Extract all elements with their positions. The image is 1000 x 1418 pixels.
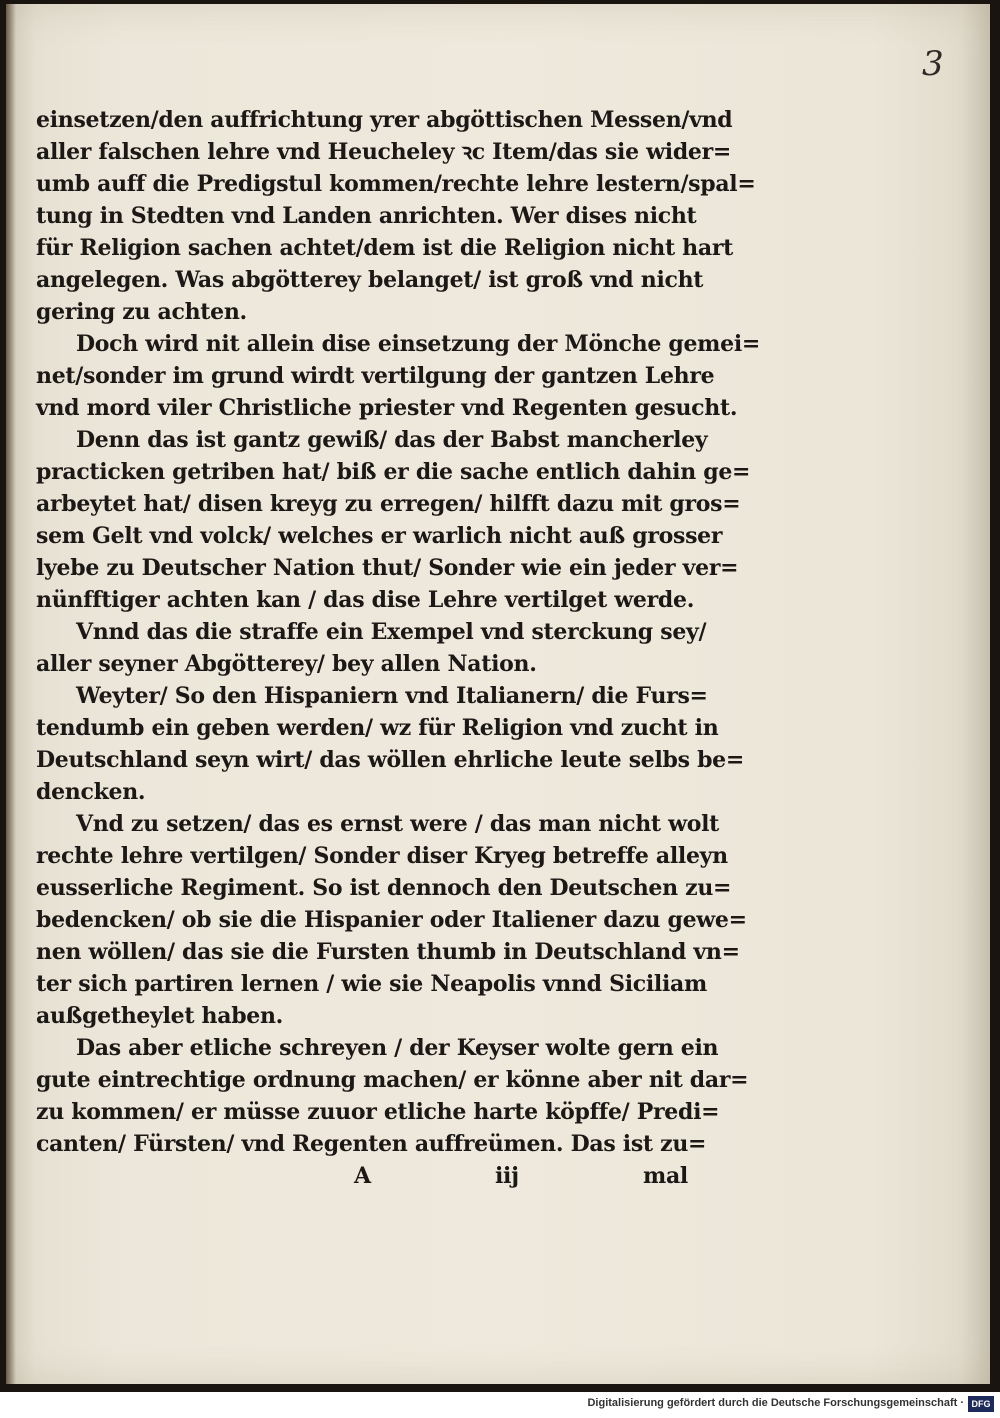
text-line: außgetheylet haben. — [36, 1003, 284, 1029]
text-line: Vnd zu setzen/ das es ernst were / das man nicht wolt — [76, 811, 720, 837]
text-line: angelegen. Was abgötterey belanget/ ist groß vnd nicht — [36, 267, 704, 293]
signature-line — [36, 1160, 748, 1192]
text-line: canten/ Fürsten/ vnd Regenten auffreümen. Das ist zu= — [36, 1131, 707, 1157]
text-line: practicken getriben hat/ biß er die sache entlich dahin ge= — [36, 459, 751, 485]
text-line: vnd mord viler Christliche priester vnd Regenten gesucht. — [36, 395, 738, 421]
text-line: gering zu achten. — [36, 299, 247, 325]
text-line: rechte lehre vertilgen/ Sonder diser Kryeg betreffe alleyn — [36, 843, 728, 869]
page-number: 3 — [922, 44, 944, 84]
text-line: net/sonder im grund wirdt vertilgung der gantzen Lehre — [36, 363, 715, 389]
text-line: tung in Stedten vnd Landen anrichten. Wer dises nicht — [36, 203, 697, 229]
text-line: für Religion sachen achtet/dem ist die Religion nicht hart — [36, 235, 733, 261]
text-line: bedencken/ ob sie die Hispanier oder Italiener dazu gewe= — [36, 907, 747, 933]
book-page — [6, 4, 990, 1384]
text-line: nen wöllen/ das sie die Fursten thumb in Deutschland vn= — [36, 939, 740, 965]
text-line: nünfftiger achten kan / das dise Lehre vertilget werde. — [36, 587, 695, 613]
text-line: umb auff die Predigstul kommen/rechte lehre lestern/spal= — [36, 171, 756, 197]
signature-catchword: mal — [643, 1163, 688, 1189]
text-line: Vnnd das die straffe ein Exempel vnd sterckung sey/ — [76, 619, 707, 645]
text-line: Das aber etliche schreyen / der Keyser wolte gern ein — [76, 1035, 719, 1061]
signature-number: iij — [495, 1163, 519, 1189]
text-line: eusserliche Regiment. So ist dennoch den Deutschen zu= — [36, 875, 732, 901]
signature-mark: A — [354, 1163, 371, 1189]
footer-credit: Digitalisierung gefördert durch die Deutsche Forschungsgemeinschaft · — [587, 1397, 964, 1409]
text-line: Doch wird nit allein dise einsetzung der Mönche gemei= — [76, 331, 761, 357]
text-line: Weyter/ So den Hispaniern vnd Italianern/ die Furs= — [76, 683, 708, 709]
text-line: Denn das ist gantz gewiß/ das der Babst mancherley — [76, 427, 708, 453]
text-line: aller seyner Abgötterey/ bey allen Nation. — [36, 651, 537, 677]
text-line: einsetzen/den auffrichtung yrer abgöttischen Messen/vnd — [36, 107, 733, 133]
footer-bar — [0, 1392, 1000, 1418]
text-line: Deutschland seyn wirt/ das wöllen ehrliche leute selbs be= — [36, 747, 744, 773]
body-text — [36, 104, 761, 1192]
text-line: lyebe zu Deutscher Nation thut/ Sonder wie ein jeder ver= — [36, 555, 739, 581]
text-line: tendumb ein geben werden/ wz für Religion vnd zucht in — [36, 715, 719, 741]
text-line: arbeytet hat/ disen kreyg zu erregen/ hilfft dazu mit gros= — [36, 491, 741, 517]
text-line: aller falschen lehre vnd Heucheley ꝛc Item/das sie wider= — [36, 139, 732, 165]
text-line: sem Gelt vnd volck/ welches er warlich nicht auß grosser — [36, 523, 723, 549]
text-line: zu kommen/ er müsse zuuor etliche harte köpffe/ Predi= — [36, 1099, 720, 1125]
text-line: dencken. — [36, 779, 146, 805]
dfg-logo-icon: DFG — [968, 1396, 994, 1412]
text-line: gute eintrechtige ordnung machen/ er könne aber nit dar= — [36, 1067, 749, 1093]
text-line: ter sich partiren lernen / wie sie Neapolis vnnd Siciliam — [36, 971, 707, 997]
